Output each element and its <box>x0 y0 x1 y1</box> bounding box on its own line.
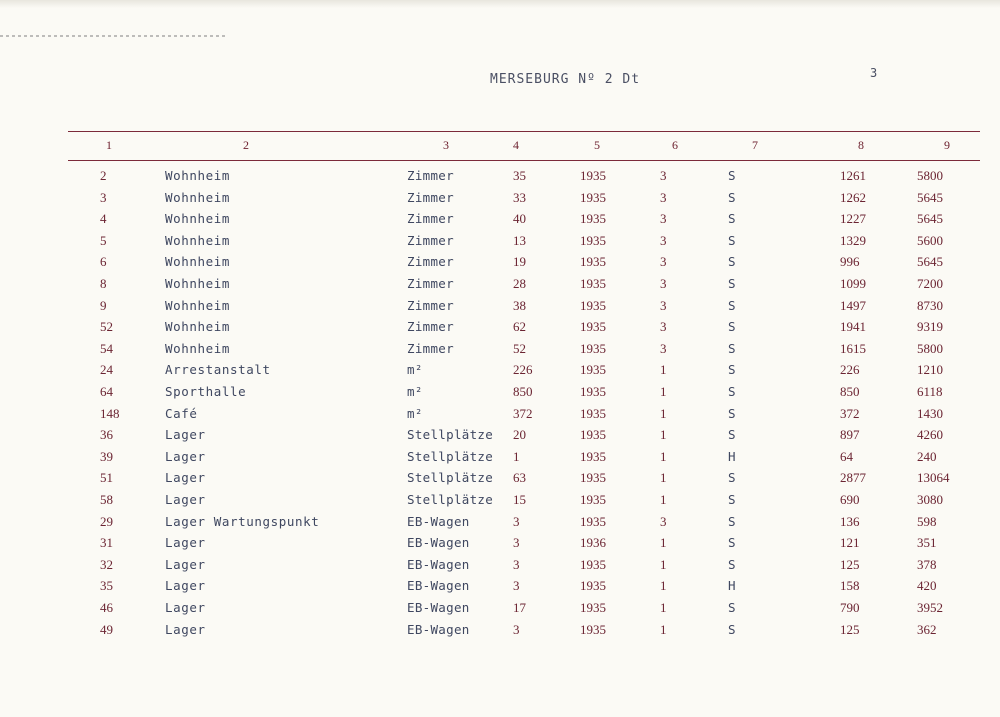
cell-type: S <box>728 319 736 335</box>
cell-value-a: 1261 <box>840 168 866 183</box>
cell-value-a: 125 <box>840 621 860 637</box>
table-row <box>0 233 1000 254</box>
cell-category: 1 <box>660 405 667 421</box>
cell-type: S <box>728 211 736 227</box>
column-header-2: 2 <box>243 138 249 152</box>
cell-unit: Zimmer <box>407 189 454 205</box>
cell-object: Sporthalle <box>165 384 247 399</box>
document-title: MERSEBURG Nº 2 Dt <box>490 72 641 87</box>
paper-edge <box>0 0 1000 8</box>
cell-value-a: 1262 <box>840 189 866 205</box>
cell-category: 1 <box>660 427 667 443</box>
cell-number: 24 <box>100 362 113 378</box>
table-row <box>0 384 1000 405</box>
table-row <box>0 406 1000 427</box>
cell-number: 39 <box>100 448 113 464</box>
cell-year: 1935 <box>580 232 606 248</box>
cell-value-b: 4260 <box>917 427 943 443</box>
column-header-7: 7 <box>752 138 758 152</box>
cell-value-a: 372 <box>840 405 860 421</box>
cell-object: Lager <box>165 470 206 486</box>
cell-year: 1935 <box>580 600 606 615</box>
cell-unit: m² <box>407 362 423 378</box>
column-header-8: 8 <box>858 138 864 152</box>
cell-value-b: 420 <box>917 578 937 594</box>
cell-category: 3 <box>660 297 667 313</box>
cell-type: S <box>728 254 736 270</box>
cell-value-b: 5800 <box>917 168 943 183</box>
cell-number: 29 <box>100 513 113 529</box>
table-row <box>0 449 1000 470</box>
cell-object: Lager <box>165 600 206 615</box>
cell-number: 5 <box>100 232 107 248</box>
cell-quantity: 17 <box>513 600 526 615</box>
table-row <box>0 514 1000 535</box>
cell-year: 1935 <box>580 168 606 183</box>
cell-object: Wohnheim <box>165 232 231 248</box>
cell-year: 1935 <box>580 384 606 399</box>
cell-value-a: 850 <box>840 384 860 399</box>
cell-value-b: 5600 <box>917 232 943 248</box>
cell-unit: Stellplätze <box>407 427 494 443</box>
cell-category: 3 <box>660 513 667 529</box>
cell-year: 1935 <box>580 556 606 572</box>
cell-quantity: 35 <box>513 168 526 183</box>
cell-quantity: 15 <box>513 492 526 507</box>
cell-value-b: 5645 <box>917 254 943 270</box>
cell-quantity: 226 <box>513 362 533 378</box>
cell-number: 6 <box>100 254 107 270</box>
cell-object: Lager <box>165 427 206 443</box>
cell-category: 1 <box>660 470 667 486</box>
cell-category: 1 <box>660 535 667 551</box>
cell-value-a: 897 <box>840 427 860 443</box>
cell-quantity: 38 <box>513 297 526 313</box>
table-row <box>0 298 1000 319</box>
cell-category: 3 <box>660 168 667 183</box>
cell-type: S <box>728 535 736 551</box>
cell-value-a: 996 <box>840 254 860 270</box>
cell-year: 1935 <box>580 427 606 443</box>
cell-year: 1936 <box>580 535 606 551</box>
cell-number: 54 <box>100 340 113 356</box>
cell-quantity: 33 <box>513 189 526 205</box>
table-row <box>0 276 1000 297</box>
cell-value-b: 8730 <box>917 297 943 313</box>
cell-unit: EB-Wagen <box>407 621 470 637</box>
cell-value-a: 1941 <box>840 319 866 335</box>
cell-category: 3 <box>660 340 667 356</box>
cell-type: S <box>728 427 736 443</box>
cell-type: H <box>728 448 736 464</box>
cell-year: 1935 <box>580 276 606 291</box>
cell-year: 1935 <box>580 340 606 356</box>
cell-category: 1 <box>660 492 667 507</box>
column-header-1: 1 <box>106 138 112 152</box>
cell-value-a: 1497 <box>840 297 866 313</box>
cell-category: 1 <box>660 556 667 572</box>
table-row <box>0 319 1000 340</box>
cell-type: S <box>728 384 736 399</box>
cell-type: S <box>728 297 736 313</box>
cell-unit: Zimmer <box>407 254 454 270</box>
cell-object: Wohnheim <box>165 254 231 270</box>
cell-number: 2 <box>100 168 107 183</box>
cell-type: S <box>728 405 736 421</box>
table-row <box>0 362 1000 383</box>
cell-category: 3 <box>660 189 667 205</box>
cell-quantity: 62 <box>513 319 526 335</box>
cell-object: Lager Wartungspunkt <box>165 513 320 529</box>
cell-value-a: 125 <box>840 556 860 572</box>
cell-object: Wohnheim <box>165 189 231 205</box>
cell-type: S <box>728 340 736 356</box>
cell-value-a: 1615 <box>840 340 866 356</box>
cell-year: 1935 <box>580 254 606 270</box>
cell-number: 36 <box>100 427 113 443</box>
column-header-9: 9 <box>944 138 950 152</box>
table-top-rule <box>68 131 980 132</box>
cell-quantity: 3 <box>513 513 520 529</box>
cell-quantity: 3 <box>513 535 520 551</box>
cell-number: 58 <box>100 492 113 507</box>
cell-category: 1 <box>660 600 667 615</box>
cell-value-b: 7200 <box>917 276 943 291</box>
table-row <box>0 535 1000 556</box>
cell-year: 1935 <box>580 297 606 313</box>
cell-number: 35 <box>100 578 113 594</box>
cell-year: 1935 <box>580 189 606 205</box>
cell-unit: Stellplätze <box>407 492 494 507</box>
cell-quantity: 28 <box>513 276 526 291</box>
cell-value-a: 790 <box>840 600 860 615</box>
cell-year: 1935 <box>580 405 606 421</box>
cell-number: 8 <box>100 276 107 291</box>
cell-number: 148 <box>100 405 120 421</box>
cell-number: 32 <box>100 556 113 572</box>
table-row <box>0 341 1000 362</box>
cell-quantity: 52 <box>513 340 526 356</box>
cell-value-b: 1430 <box>917 405 943 421</box>
table-row <box>0 470 1000 491</box>
cell-number: 46 <box>100 600 113 615</box>
cell-number: 64 <box>100 384 113 399</box>
cell-year: 1935 <box>580 448 606 464</box>
cell-unit: Zimmer <box>407 211 454 227</box>
cell-year: 1935 <box>580 211 606 227</box>
cell-value-b: 240 <box>917 448 937 464</box>
cell-year: 1935 <box>580 470 606 486</box>
cell-category: 1 <box>660 448 667 464</box>
cell-value-a: 690 <box>840 492 860 507</box>
cell-type: S <box>728 621 736 637</box>
cell-quantity: 850 <box>513 384 533 399</box>
cell-type: S <box>728 492 736 507</box>
cell-type: S <box>728 600 736 615</box>
cell-value-a: 121 <box>840 535 860 551</box>
cell-value-a: 64 <box>840 448 853 464</box>
cell-object: Wohnheim <box>165 319 231 335</box>
cell-object: Lager <box>165 621 206 637</box>
cell-year: 1935 <box>580 578 606 594</box>
cell-unit: EB-Wagen <box>407 600 470 615</box>
cell-unit: Stellplätze <box>407 448 494 464</box>
cell-type: S <box>728 513 736 529</box>
cell-value-b: 351 <box>917 535 937 551</box>
cell-unit: EB-Wagen <box>407 513 470 529</box>
cell-value-a: 136 <box>840 513 860 529</box>
cell-object: Wohnheim <box>165 340 231 356</box>
cell-object: Wohnheim <box>165 168 231 183</box>
cell-value-b: 362 <box>917 621 937 637</box>
cell-value-b: 5645 <box>917 189 943 205</box>
cell-value-a: 1329 <box>840 232 866 248</box>
cell-object: Wohnheim <box>165 297 231 313</box>
table-row <box>0 578 1000 599</box>
cell-number: 4 <box>100 211 107 227</box>
cell-value-a: 158 <box>840 578 860 594</box>
cell-value-b: 1210 <box>917 362 943 378</box>
cell-type: S <box>728 276 736 291</box>
cell-unit: Stellplätze <box>407 470 494 486</box>
table-row <box>0 492 1000 513</box>
cell-object: Wohnheim <box>165 211 231 227</box>
cell-quantity: 3 <box>513 621 520 637</box>
cell-category: 1 <box>660 578 667 594</box>
table-row <box>0 600 1000 621</box>
cell-value-a: 226 <box>840 362 860 378</box>
cell-number: 49 <box>100 621 113 637</box>
table-row <box>0 427 1000 448</box>
column-header-6: 6 <box>672 138 678 152</box>
cell-number: 3 <box>100 189 107 205</box>
table-row <box>0 190 1000 211</box>
cell-object: Lager <box>165 578 206 594</box>
cell-category: 1 <box>660 384 667 399</box>
cell-value-b: 5645 <box>917 211 943 227</box>
cell-value-a: 2877 <box>840 470 866 486</box>
cell-category: 3 <box>660 254 667 270</box>
table-row <box>0 254 1000 275</box>
column-header-3: 3 <box>443 138 449 152</box>
cell-quantity: 3 <box>513 556 520 572</box>
cell-unit: m² <box>407 405 423 421</box>
cell-unit: Zimmer <box>407 297 454 313</box>
cell-number: 9 <box>100 297 107 313</box>
cell-number: 31 <box>100 535 113 551</box>
cell-year: 1935 <box>580 621 606 637</box>
cell-year: 1935 <box>580 362 606 378</box>
cell-unit: EB-Wagen <box>407 556 470 572</box>
cell-quantity: 20 <box>513 427 526 443</box>
cell-type: H <box>728 578 736 594</box>
cell-object: Arrestanstalt <box>165 362 271 378</box>
cell-unit: Zimmer <box>407 168 454 183</box>
cell-object: Wohnheim <box>165 276 231 291</box>
cell-quantity: 19 <box>513 254 526 270</box>
cell-value-b: 13064 <box>917 470 950 486</box>
cell-value-b: 5800 <box>917 340 943 356</box>
cell-type: S <box>728 189 736 205</box>
perforation-mark <box>0 35 225 37</box>
cell-type: S <box>728 556 736 572</box>
cell-object: Lager <box>165 448 206 464</box>
cell-unit: EB-Wagen <box>407 535 470 551</box>
cell-value-b: 6118 <box>917 384 943 399</box>
column-header-5: 5 <box>594 138 600 152</box>
cell-year: 1935 <box>580 319 606 335</box>
table-row <box>0 168 1000 189</box>
cell-quantity: 63 <box>513 470 526 486</box>
cell-category: 1 <box>660 362 667 378</box>
cell-type: S <box>728 470 736 486</box>
cell-object: Café <box>165 405 198 421</box>
table-row <box>0 622 1000 643</box>
cell-unit: Zimmer <box>407 340 454 356</box>
cell-number: 52 <box>100 319 113 335</box>
cell-value-a: 1099 <box>840 276 866 291</box>
page-number: 3 <box>870 66 878 80</box>
cell-quantity: 372 <box>513 405 533 421</box>
cell-value-b: 3952 <box>917 600 943 615</box>
cell-category: 3 <box>660 232 667 248</box>
cell-category: 1 <box>660 621 667 637</box>
cell-year: 1935 <box>580 513 606 529</box>
cell-type: S <box>728 232 736 248</box>
cell-object: Lager <box>165 556 206 572</box>
cell-value-b: 3080 <box>917 492 943 507</box>
cell-unit: EB-Wagen <box>407 578 470 594</box>
cell-category: 3 <box>660 276 667 291</box>
cell-quantity: 1 <box>513 448 520 464</box>
cell-value-b: 598 <box>917 513 937 529</box>
cell-unit: m² <box>407 384 423 399</box>
cell-number: 51 <box>100 470 113 486</box>
cell-year: 1935 <box>580 492 606 507</box>
cell-quantity: 3 <box>513 578 520 594</box>
table-row <box>0 557 1000 578</box>
cell-unit: Zimmer <box>407 319 454 335</box>
cell-value-a: 1227 <box>840 211 866 227</box>
cell-unit: Zimmer <box>407 276 454 291</box>
table-row <box>0 211 1000 232</box>
cell-quantity: 13 <box>513 232 526 248</box>
cell-quantity: 40 <box>513 211 526 227</box>
cell-unit: Zimmer <box>407 232 454 248</box>
cell-type: S <box>728 168 736 183</box>
table-header-rule <box>68 160 980 161</box>
cell-value-b: 9319 <box>917 319 943 335</box>
cell-value-b: 378 <box>917 556 937 572</box>
cell-category: 3 <box>660 319 667 335</box>
cell-object: Lager <box>165 492 206 507</box>
cell-category: 3 <box>660 211 667 227</box>
cell-type: S <box>728 362 736 378</box>
cell-object: Lager <box>165 535 206 551</box>
column-header-4: 4 <box>513 138 519 152</box>
